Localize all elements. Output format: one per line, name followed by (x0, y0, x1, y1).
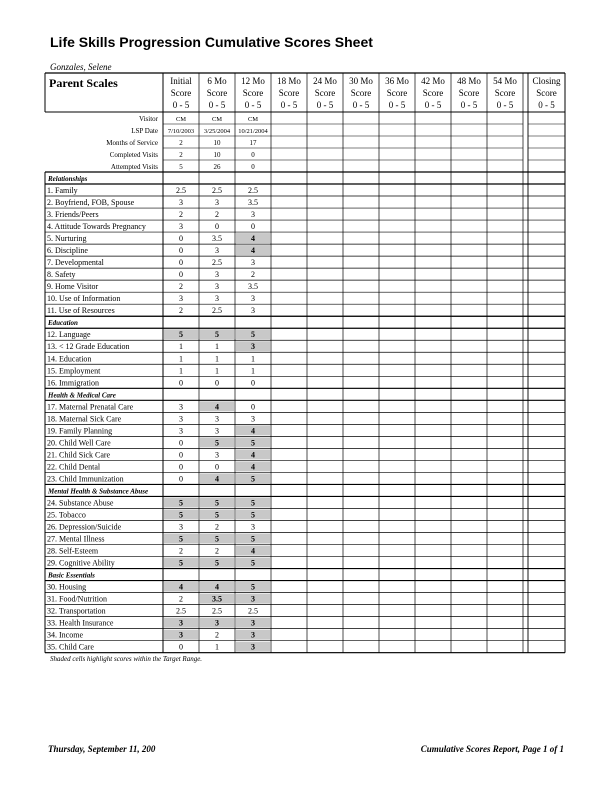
info-row-value: 5 (179, 163, 183, 171)
scale-score: 3 (179, 630, 183, 640)
scale-score: 3.5 (248, 198, 258, 208)
scale-score: 4 (251, 546, 255, 556)
scale-score: 5 (215, 438, 219, 448)
scale-score: 4 (251, 462, 255, 472)
info-row-value: 17 (249, 139, 257, 147)
column-header-range: 0 - 5 (280, 100, 298, 110)
scale-score: 5 (215, 510, 219, 520)
column-header-range: 0 - 5 (172, 100, 190, 110)
scale-score: 1 (215, 642, 219, 652)
info-row-label: Visitor (138, 115, 158, 123)
scale-score: 2 (215, 546, 219, 556)
info-row-label: Months of Service (106, 139, 158, 147)
scale-score: 3 (251, 306, 255, 316)
scale-score: 1 (179, 354, 183, 364)
scale-score: 5 (215, 534, 219, 544)
scale-score: 3 (251, 342, 255, 352)
info-row-value: 10 (213, 151, 221, 159)
scale-score: 0 (251, 402, 255, 412)
scale-score: 3 (215, 270, 219, 280)
scale-row-label: 8. Safety (47, 270, 76, 280)
scale-score: 3 (215, 282, 219, 292)
scale-score: 5 (179, 510, 183, 520)
section-heading: Relationships (48, 175, 88, 183)
scale-score: 3.5 (248, 282, 258, 292)
scale-score: 5 (179, 330, 183, 340)
column-header-range: 0 - 5 (388, 100, 406, 110)
scale-score: 3.5 (212, 594, 222, 604)
scale-score: 5 (179, 558, 183, 568)
scale-row-label: 32. Transportation (47, 606, 106, 616)
scale-score: 2.5 (248, 186, 258, 195)
scale-row-label: 13. < 12 Grade Education (47, 342, 130, 352)
scale-score: 0 (215, 378, 219, 388)
scale-row-label: 30. Housing (47, 582, 87, 592)
column-header-score: Score (386, 88, 408, 98)
scale-row-label: 29. Cognitive Ability (47, 558, 115, 568)
scale-score: 2 (215, 210, 219, 220)
scale-score: 3 (179, 426, 183, 436)
scale-score: 3 (179, 222, 183, 232)
scale-score: 2.5 (176, 606, 186, 616)
section-heading: Education (48, 319, 78, 328)
info-row-value: 10 (213, 139, 221, 147)
scale-row-label: 10. Use of Information (47, 294, 121, 304)
scale-score: 5 (251, 330, 255, 340)
column-header-period: 12 Mo (241, 76, 265, 86)
info-row-label: Completed Visits (109, 151, 158, 159)
scale-score: 3 (251, 618, 255, 628)
scale-row-label: 15. Employment (47, 366, 101, 376)
section-heading: Health & Medical Care (48, 391, 116, 400)
scale-score: 0 (179, 642, 183, 652)
scale-score: 0 (251, 378, 255, 388)
column-header-score: Score (458, 88, 480, 98)
info-row-value: 26 (213, 163, 221, 171)
scale-score: 5 (179, 534, 183, 544)
scale-score: 3 (251, 294, 255, 304)
scale-score: 0 (251, 222, 255, 232)
column-header-period: 54 Mo (493, 76, 517, 86)
info-row-value: CM (211, 116, 223, 123)
scale-score: 4 (251, 234, 255, 244)
scale-score: 3 (251, 522, 255, 532)
info-row-label: LSP Date (131, 127, 158, 135)
scale-row-label: 1. Family (47, 186, 78, 195)
column-header-period: 18 Mo (277, 76, 301, 86)
info-row-label: Attempted Visits (110, 163, 158, 171)
scale-score: 1 (215, 366, 219, 376)
scale-score: 4 (179, 582, 183, 592)
scale-score: 0 (215, 222, 219, 232)
scale-score: 3.5 (212, 234, 222, 244)
scale-score: 3 (179, 402, 183, 412)
scale-row-label: 3. Friends/Peers (47, 210, 99, 220)
section-heading: Basic Essentials (48, 571, 95, 580)
scale-score: 0 (179, 234, 183, 244)
closing-header: Closing (532, 76, 561, 86)
scale-score: 4 (215, 474, 219, 484)
scale-score: 1 (215, 354, 219, 364)
scale-score: 1 (179, 366, 183, 376)
scale-score: 3 (179, 294, 183, 304)
client-name: Gonzales, Selene (50, 62, 112, 72)
scale-row-label: 23. Child Immunization (47, 474, 124, 484)
scale-score: 2.5 (212, 306, 222, 316)
column-header-range: 0 - 5 (424, 100, 442, 110)
scale-score: 3 (251, 210, 255, 220)
info-row-value: 10/21/2004 (238, 128, 268, 135)
column-header-score: Score (422, 88, 444, 98)
scale-score: 2 (215, 522, 219, 532)
scale-score: 4 (251, 450, 255, 460)
scale-score: 3 (215, 414, 219, 424)
scale-score: 2.5 (212, 186, 222, 195)
scale-score: 1 (215, 342, 219, 352)
section-heading: Mental Health & Substance Abuse (48, 487, 149, 496)
scale-row-label: 24. Substance Abuse (47, 498, 114, 508)
scale-score: 3 (179, 414, 183, 424)
scale-score: 3 (251, 414, 255, 424)
column-header-range: 0 - 5 (352, 100, 370, 110)
scale-score: 4 (251, 426, 255, 436)
scale-score: 3 (215, 198, 219, 208)
column-header-score: Score (206, 88, 228, 98)
scale-row-label: 31. Food/Nutrition (47, 594, 108, 604)
scale-row-label: 11. Use of Resources (47, 306, 115, 316)
scale-score: 2 (179, 306, 183, 316)
column-header-score: Score (242, 88, 264, 98)
scale-row-label: 4. Attitude Towards Pregnancy (47, 222, 146, 232)
scale-score: 3 (251, 642, 255, 652)
column-header-score: Score (494, 88, 516, 98)
scale-score: 2.5 (176, 186, 186, 195)
scale-row-label: 21. Child Sick Care (47, 450, 111, 460)
scale-score: 3 (215, 618, 219, 628)
column-header-score: Score (278, 88, 300, 98)
scale-row-label: 5. Nurturing (47, 234, 87, 244)
scale-row-label: 28. Self-Esteem (47, 546, 99, 556)
column-header-range: 0 - 5 (208, 100, 226, 110)
scale-score: 1 (251, 354, 255, 364)
scale-score: 0 (179, 462, 183, 472)
scale-row-label: 7. Developmental (47, 258, 104, 268)
scale-row-label: 26. Depression/Suicide (47, 522, 122, 532)
footnote: Shaded cells highlight scores within the Target Range. (50, 655, 203, 663)
scale-score: 5 (251, 534, 255, 544)
column-header-period: 42 Mo (421, 76, 445, 86)
scale-score: 0 (179, 474, 183, 484)
scale-row-label: 19. Family Planning (47, 426, 113, 436)
footer-page: Cumulative Scores Report, Page 1 of 1 (420, 744, 564, 754)
scale-score: 2 (215, 630, 219, 640)
scale-score: 2 (179, 594, 183, 604)
scale-score: 4 (215, 582, 219, 592)
scale-score: 5 (251, 498, 255, 508)
scale-score: 0 (179, 258, 183, 268)
scale-score: 0 (179, 270, 183, 280)
column-header-range: 0 - 5 (460, 100, 478, 110)
scale-score: 5 (251, 438, 255, 448)
scale-row-label: 35. Child Care (47, 642, 94, 652)
scale-score: 3 (179, 198, 183, 208)
scale-score: 5 (215, 498, 219, 508)
closing-header-score: Score (536, 88, 557, 98)
scale-score: 5 (251, 510, 255, 520)
scale-score: 0 (215, 462, 219, 472)
scale-score: 3 (251, 258, 255, 268)
scale-score: 3 (179, 522, 183, 532)
parent-scales-header: Parent Scales (49, 76, 118, 90)
scale-score: 2 (179, 282, 183, 292)
scale-row-label: 33. Health Insurance (47, 618, 114, 628)
scale-score: 5 (215, 330, 219, 340)
info-row-value: CM (175, 116, 187, 123)
info-row-value: 3/25/2004 (203, 128, 231, 135)
closing-header-range: 0 - 5 (538, 100, 555, 110)
scale-score: 3 (215, 294, 219, 304)
column-header-period: 36 Mo (385, 76, 409, 86)
scale-score: 2.5 (248, 606, 258, 616)
info-row-value: 0 (251, 163, 255, 171)
info-row-value: 7/10/2003 (167, 128, 195, 135)
scale-score: 1 (179, 342, 183, 352)
column-header-range: 0 - 5 (316, 100, 334, 110)
scale-score: 3 (251, 630, 255, 640)
scale-score: 3 (215, 246, 219, 256)
scale-row-label: 14. Education (47, 354, 92, 364)
scale-row-label: 12. Language (47, 330, 91, 340)
scale-score: 1 (251, 366, 255, 376)
info-row-value: CM (247, 116, 259, 123)
column-header-period: 6 Mo (207, 76, 227, 86)
scale-row-label: 9. Home Visitor (47, 282, 99, 292)
scale-score: 5 (251, 474, 255, 484)
scale-score: 3 (215, 426, 219, 436)
scale-score: 2.5 (212, 606, 222, 616)
page-title: Life Skills Progression Cumulative Scores Sheet (50, 34, 373, 50)
scale-score: 5 (179, 498, 183, 508)
column-header-score: Score (350, 88, 372, 98)
column-header-period: Initial (170, 76, 192, 86)
scale-score: 5 (251, 558, 255, 568)
scale-score: 2 (179, 210, 183, 220)
scale-score: 0 (179, 246, 183, 256)
scale-row-label: 20. Child Well Care (47, 438, 111, 448)
scale-score: 5 (251, 582, 255, 592)
column-header-range: 0 - 5 (496, 100, 514, 110)
column-header-period: 24 Mo (313, 76, 337, 86)
scale-score: 2 (251, 270, 255, 280)
scale-row-label: 18. Maternal Sick Care (47, 414, 122, 424)
scale-score: 2.5 (212, 258, 222, 268)
scale-row-label: 34. Income (47, 630, 83, 640)
info-row-value: 2 (179, 151, 183, 159)
info-row-value: 0 (251, 151, 255, 159)
scale-score: 4 (215, 402, 219, 412)
scale-row-label: 27. Mental Illness (47, 534, 105, 544)
scale-row-label: 2. Boyfriend, FOB, Spouse (47, 198, 135, 208)
scale-score: 3 (179, 618, 183, 628)
scale-score: 3 (251, 594, 255, 604)
column-header-period: 48 Mo (457, 76, 481, 86)
scale-score: 0 (179, 450, 183, 460)
info-row-value: 2 (179, 139, 183, 147)
scale-score: 3 (215, 450, 219, 460)
column-header-score: Score (170, 88, 192, 98)
scale-row-label: 17. Maternal Prenatal Care (47, 402, 134, 412)
scale-score: 5 (215, 558, 219, 568)
column-header-period: 30 Mo (349, 76, 373, 86)
scale-row-label: 6. Discipline (47, 246, 88, 256)
scale-score: 0 (179, 378, 183, 388)
scale-row-label: 22. Child Dental (47, 462, 101, 472)
column-header-range: 0 - 5 (244, 100, 262, 110)
scale-score: 0 (179, 438, 183, 448)
scale-row-label: 25. Tobacco (47, 510, 86, 520)
scale-score: 2 (179, 546, 183, 556)
scale-score: 4 (251, 246, 255, 256)
footer-date: Thursday, September 11, 200 (48, 744, 156, 754)
scale-row-label: 16. Immigration (47, 378, 99, 388)
column-header-score: Score (314, 88, 336, 98)
